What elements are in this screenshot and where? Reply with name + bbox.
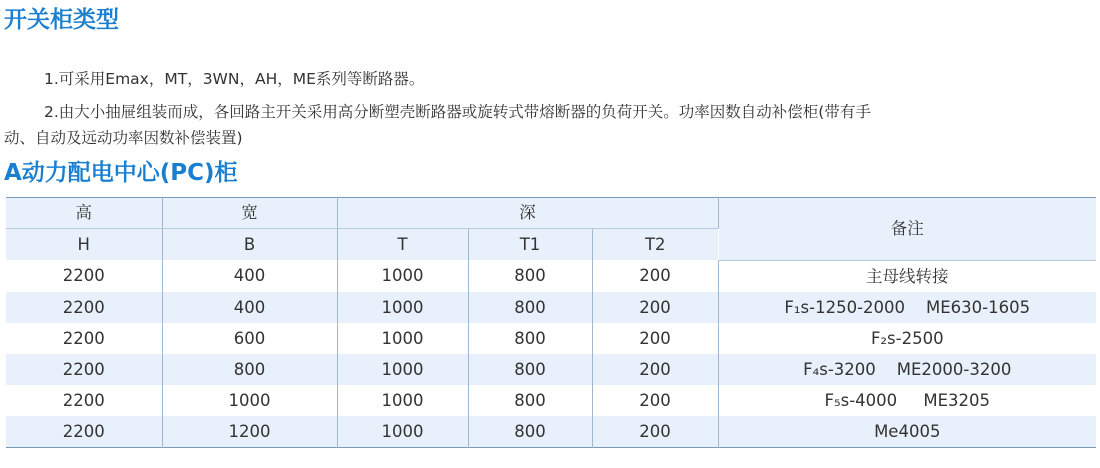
table-row — [6, 292, 1096, 323]
cell-H: 2200 — [6, 385, 162, 416]
header-remark-cn: 备注 — [718, 198, 1096, 261]
table-row — [6, 260, 1096, 292]
cell-remark: Me4005 — [718, 416, 1096, 448]
table-row — [6, 385, 1096, 416]
cell-T2: 200 — [592, 323, 718, 354]
cell-T1: 800 — [468, 260, 592, 292]
cell-H: 2200 — [6, 354, 162, 385]
header-H: H — [6, 229, 162, 261]
header-T2: T2 — [592, 229, 718, 261]
cell-B: 400 — [162, 260, 337, 292]
cell-T2: 200 — [592, 416, 718, 448]
paragraph-assembly-line2: 动、自动及远动功率因数补偿装置) — [4, 129, 243, 147]
cell-remark: 主母线转接 — [718, 260, 1096, 292]
cell-H: 2200 — [6, 292, 162, 323]
cell-T: 1000 — [337, 385, 468, 416]
paragraph-assembly-line1: 2.由大小抽屉组装而成，各回路主开关采用高分断塑壳断路器或旋转式带熔断器的负荷开关。功率因数自动补偿柜(带有手 — [44, 103, 871, 121]
cell-T: 1000 — [337, 416, 468, 448]
cell-T: 1000 — [337, 354, 468, 385]
cell-remark: F₄s-3200 ME2000-3200 — [718, 354, 1096, 385]
cell-B: 400 — [162, 292, 337, 323]
paragraph-breakers: 1.可采用Emax，MT，3WN，AH，ME系列等断路器。 — [44, 70, 425, 88]
cell-H: 2200 — [6, 323, 162, 354]
cell-T2: 200 — [592, 354, 718, 385]
header-width-cn: 宽 — [162, 198, 337, 229]
header-T: T — [337, 229, 468, 261]
table-row — [6, 323, 1096, 354]
cell-T: 1000 — [337, 260, 468, 292]
cell-T1: 800 — [468, 354, 592, 385]
section-title-pc-cabinet: A动力配电中心(PC)柜 — [4, 160, 238, 186]
header-height-cn: 高 — [6, 198, 162, 229]
cell-H: 2200 — [6, 416, 162, 448]
cell-remark: F₂s-2500 — [718, 323, 1096, 354]
cell-T1: 800 — [468, 416, 592, 448]
header-B: B — [162, 229, 337, 261]
cell-T1: 800 — [468, 385, 592, 416]
cell-T: 1000 — [337, 323, 468, 354]
cell-B: 600 — [162, 323, 337, 354]
cell-T1: 800 — [468, 292, 592, 323]
cell-remark: F₅s-4000 ME3205 — [718, 385, 1096, 416]
table-row — [6, 416, 1096, 448]
header-T1: T1 — [468, 229, 592, 261]
cell-H: 2200 — [6, 260, 162, 292]
cell-T2: 200 — [592, 260, 718, 292]
table-header-row-1 — [6, 198, 1096, 229]
dimension-table — [6, 197, 1096, 448]
cell-T2: 200 — [592, 385, 718, 416]
cell-T1: 800 — [468, 323, 592, 354]
cell-B: 800 — [162, 354, 337, 385]
cell-B: 1000 — [162, 385, 337, 416]
cell-T2: 200 — [592, 292, 718, 323]
cell-B: 1200 — [162, 416, 337, 448]
section-title-switchgear-types: 开关柜类型 — [4, 7, 119, 33]
cell-remark: F₁s-1250-2000 ME630-1605 — [718, 292, 1096, 323]
cell-T: 1000 — [337, 292, 468, 323]
table-row — [6, 354, 1096, 385]
header-depth-cn: 深 — [337, 198, 718, 229]
